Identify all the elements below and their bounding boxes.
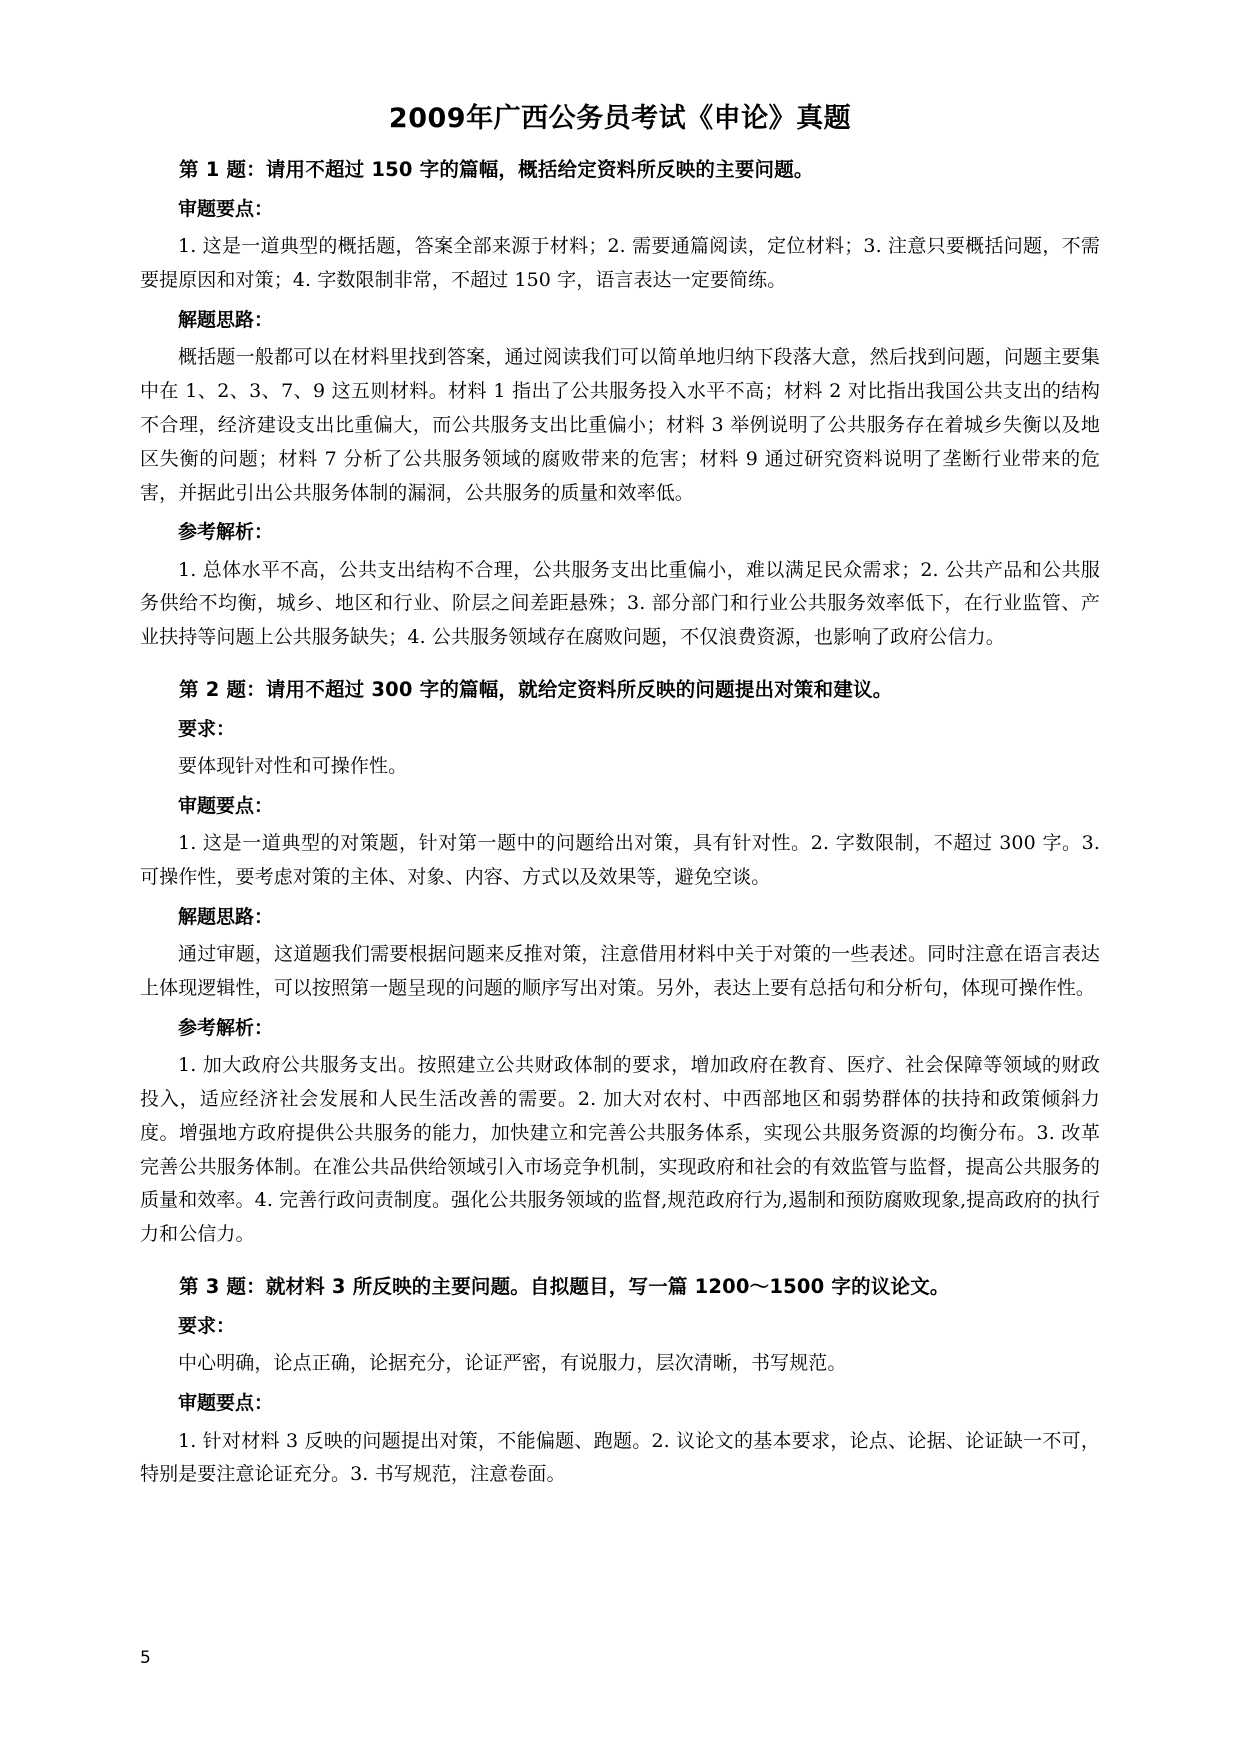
section-label: 参考解析： <box>178 1016 274 1039</box>
section-text: 1. 针对材料 3 反映的问题提出对策，不能偏题、跑题。2. 议论文的基本要求，论点、论据、论证缺一不可，特别是要注意论证充分。3. 书写规范，注意卷面。 <box>140 1429 1100 1486</box>
section-text: 中心明确，论点正确，论据充分，论证严密，有说服力，层次清晰，书写规范。 <box>178 1352 847 1375</box>
question-block <box>140 153 1100 655</box>
section-label: 要求： <box>178 1315 236 1338</box>
section-text: 通过审题，这道题我们需要根据问题来反推对策，注意借用材料中关于对策的一些表述。同时注意在语言表达上体现逻辑性，可以按照第一题呈现的问题的顺序写出对策。另外，表达上要有总括句和分析句，体现可操作性。 <box>140 943 1100 1000</box>
question-heading: 第 1 题：请用不超过 150 字的篇幅，概括给定资料所反映的主要问题。 <box>179 158 814 181</box>
document-content <box>140 0 1100 1492</box>
section-label: 要求： <box>178 718 236 741</box>
section-label: 审题要点： <box>178 1392 274 1415</box>
question-block <box>140 1270 1100 1492</box>
section-label: 参考解析： <box>178 521 274 544</box>
question-block <box>140 673 1100 1252</box>
section-label: 审题要点： <box>178 198 274 221</box>
section-text: 要体现针对性和可操作性。 <box>178 755 408 778</box>
section-text: 概括题一般都可以在材料里找到答案，通过阅读我们可以简单地归纳下段落大意，然后找到问题，问题主要集中在 1、2、3、7、9 这五则材料。材料 1 指出了公共服务投入水平不高；材料 2 对比指出我国公共支出的结构不合理，经济建设支出比重偏大，而公共服务支出比重偏小；材料 3 举例说明了公共服务存在着城乡失衡以及地区失衡的问题；材料 7 分析了公共服务领域的腐败带来的危害；材料 9 通过研究资料说明了垄断行业带来的危害，并据此引出公共服务体制的漏洞，公共服务的质量和效率低。 <box>140 346 1100 504</box>
question-heading: 第 3 题：就材料 3 所反映的主要问题。自拟题目，写一篇 1200～1500 字的议论文。 <box>179 1275 950 1299</box>
question-heading: 第 2 题：请用不超过 300 字的篇幅，就给定资料所反映的问题提出对策和建议。 <box>179 678 893 701</box>
section-text: 1. 这是一道典型的对策题，针对第一题中的问题给出对策，具有针对性。2. 字数限制，不超过 300 字。3. 可操作性，要考虑对策的主体、对象、内容、方式以及效果等，避免空谈。 <box>140 832 1100 889</box>
section-label: 解题思路： <box>178 906 274 929</box>
section-label: 解题思路： <box>178 309 274 331</box>
page-number: 5 <box>140 1648 151 1668</box>
page-title: 2009年广西公务员考试《申论》真题 <box>388 103 852 134</box>
section-text: 1. 加大政府公共服务支出。按照建立公共财政体制的要求，增加政府在教育、医疗、社会保障等领域的财政投入，适应经济社会发展和人民生活改善的需要。2. 加大对农村、中西部地区和弱势群体的扶持和政策倾斜力度。增强地方政府提供公共服务的能力，加快建立和完善公共服务体系，实现公共服务资源的均衡分布。3. 改革完善公共服务体制。在准公共品供给领域引入市场竞争机制，实现政府和社会的有效监管与监督，提高公共服务的质量和效率。4. 完善行政问责制度。强化公共服务领域的监督,规范政府行为,遏制和预防腐败现象,提高政府的执行力和公信力。 <box>140 1054 1100 1246</box>
section-label: 审题要点： <box>178 795 274 818</box>
section-text: 1. 总体水平不高，公共支出结构不合理，公共服务支出比重偏小，难以满足民众需求；2. 公共产品和公共服务供给不均衡，城乡、地区和行业、阶层之间差距悬殊；3. 部分部门和行业公共服务效率低下，在行业监管、产业扶持等问题上公共服务缺失；4. 公共服务领域存在腐败问题，不仅浪费资源，也影响了政府公信力。 <box>140 558 1100 649</box>
section-text: 1. 这是一道典型的概括题，答案全部来源于材料；2. 需要通篇阅读，定位材料；3. 注意只要概括问题，不需要提原因和对策；4. 字数限制非常，不超过 150 字，语言表达一定要简练。 <box>140 235 1100 292</box>
